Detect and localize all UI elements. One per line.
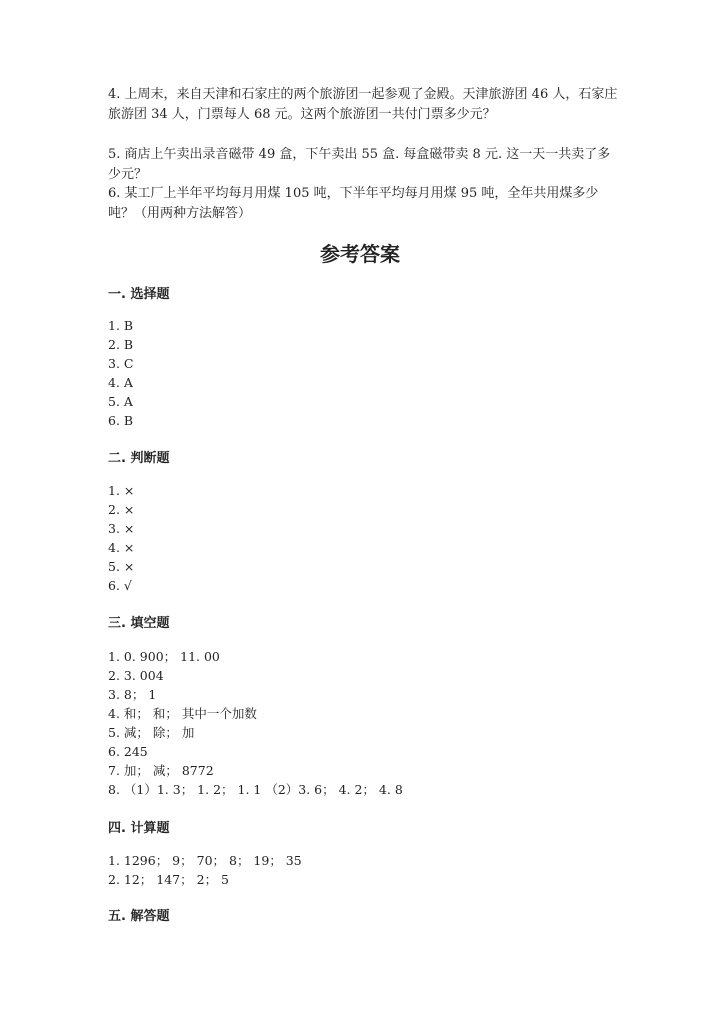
answer-item: 6. 245 xyxy=(108,744,148,759)
answer-item: 5. × xyxy=(108,559,135,574)
answer-item: 5. A xyxy=(108,394,133,409)
section-heading-calc: 四. 计算题 xyxy=(108,821,170,836)
answer-item: 1. B xyxy=(108,318,134,333)
answer-item: 1. × xyxy=(108,483,135,498)
answer-item: 3. C xyxy=(108,356,134,371)
section-heading-judge: 二. 判断题 xyxy=(108,451,170,466)
answer-list-calc xyxy=(108,851,302,889)
answer-item: 1. 0. 900； 11. 00 xyxy=(108,649,220,664)
answer-item: 2. B xyxy=(108,337,134,352)
answer-item: 2. × xyxy=(108,502,135,517)
answer-title: 参考答案 xyxy=(320,242,400,266)
answer-item: 6. B xyxy=(108,413,134,428)
answer-list-judge xyxy=(108,481,134,595)
answer-list-choice xyxy=(108,316,133,430)
answer-item: 4. × xyxy=(108,540,135,555)
answer-item: 2. 3. 004 xyxy=(108,668,164,683)
answer-item: 3. × xyxy=(108,521,135,536)
answer-list-fill xyxy=(108,647,403,799)
section-heading-solve: 五. 解答题 xyxy=(108,909,170,924)
section-heading-fill: 三. 填空题 xyxy=(108,616,170,631)
question-5: 5. 商店上午卖出录音磁带 49 盒，下午卖出 55 盒. 每盒磁带卖 8 元. 这一天一共卖了多少元？ xyxy=(108,147,611,182)
answer-item: 4. A xyxy=(108,375,133,390)
answer-item: 2. 12； 147； 2； 5 xyxy=(108,872,229,887)
answer-item: 8. （1）1. 3； 1. 2； 1. 1 （2）3. 6； 4. 2； 4. 8 xyxy=(108,782,403,797)
answer-item: 1. 1296； 9； 70； 8； 19； 35 xyxy=(108,853,302,868)
question-4: 4. 上周末，来自天津和石家庄的两个旅游团一起参观了金殿。天津旅游团 46 人，石家庄旅游团 34 人，门票每人 68 元。这两个旅游团一共付门票多少元？ xyxy=(108,87,618,122)
answer-item: 4. 和； 和； 其中一个加数 xyxy=(108,706,257,721)
answer-item: 6. √ xyxy=(108,578,132,593)
section-heading-choice: 一. 选择题 xyxy=(108,287,170,302)
answer-item: 5. 减； 除； 加 xyxy=(108,725,195,740)
answer-item: 3. 8； 1 xyxy=(108,687,157,702)
answer-item: 7. 加； 减； 8772 xyxy=(108,763,214,778)
question-6: 6. 某工厂上半年平均每月用煤 105 吨，下半年平均每月用煤 95 吨，全年共用煤多少吨？（用两种方法解答） xyxy=(108,186,599,221)
